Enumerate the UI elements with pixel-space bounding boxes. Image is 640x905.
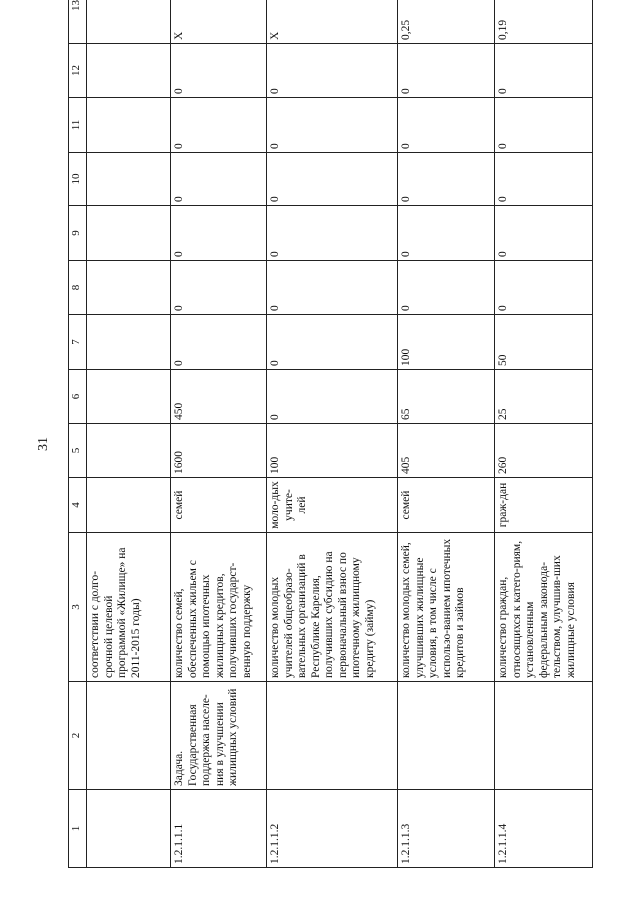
col-header-11: 11 [69,98,87,153]
col-header-13: 13 [69,0,87,44]
task-cell: Задача. Государственная поддержка населе-ния в улучшении жилищных условий [171,682,267,790]
value-cell: 405 [398,424,495,478]
value-cell: 0 [495,206,593,261]
table-row [171,0,267,868]
table-row [267,0,398,868]
value-cell [87,153,171,206]
indicators-table [68,0,593,868]
row-id: 1.2.1.1.1 [171,790,267,868]
row-id: 1.2.1.1.4 [495,790,593,868]
indicator-cell: количество молодых учителей общеобразо-вательных организаций в Республике Карелия, получивших субсидию на первоначальный взнос по ипотечному жилищному кредиту (займу) [267,533,398,682]
value-cell: 0 [495,44,593,98]
value-cell: 0 [267,153,398,206]
unit-cell: моло-дых учите-лей [267,478,398,533]
col-header-5: 5 [69,424,87,478]
col-header-3: 3 [69,533,87,682]
value-cell: 0 [171,206,267,261]
table-row [495,0,593,868]
value-cell: 0 [267,206,398,261]
value-cell: 0 [171,98,267,153]
value-cell: 0 [171,44,267,98]
value-cell: 25 [495,370,593,424]
indicator-cell: количество молодых семей, улучшивших жилищные условия, в том числе с использо-ванием ипотечных кредитов и займов [398,533,495,682]
value-cell: 1600 [171,424,267,478]
value-cell: 0 [398,261,495,315]
value-cell: X [267,0,398,44]
value-cell: 0 [398,206,495,261]
value-cell: 0 [495,98,593,153]
value-cell [87,261,171,315]
indicator-cell: соответствии с долго-срочной целевой программой «Жилище» на 2011-2015 годы) [87,533,171,682]
task-cell [398,682,495,790]
value-cell: 0 [398,153,495,206]
indicator-cell: количество граждан, относящихся к катего-риям, установленным федеральным законода-тельством, улучшив-ших жилищные условия [495,533,593,682]
value-cell: 0,19 [495,0,593,44]
unit-cell: семей [171,478,267,533]
value-cell: 0 [267,44,398,98]
col-header-10: 10 [69,153,87,206]
unit-cell: граж-дан [495,478,593,533]
task-cell [495,682,593,790]
value-cell: 0 [267,261,398,315]
value-cell: X [171,0,267,44]
unit-cell [87,478,171,533]
col-header-6: 6 [69,370,87,424]
value-cell [87,0,171,44]
col-header-7: 7 [69,315,87,370]
col-header-8: 8 [69,261,87,315]
value-cell: 0 [267,315,398,370]
value-cell [87,370,171,424]
value-cell [87,315,171,370]
value-cell: 0 [495,261,593,315]
value-cell [87,98,171,153]
value-cell: 0 [267,98,398,153]
value-cell: 0,25 [398,0,495,44]
value-cell: 50 [495,315,593,370]
row-id: 1.2.1.1.2 [267,790,398,868]
value-cell [87,206,171,261]
value-cell: 0 [171,315,267,370]
value-cell: 0 [171,153,267,206]
rotated-table-container [68,0,609,868]
value-cell: 0 [171,261,267,315]
col-header-4: 4 [69,478,87,533]
value-cell: 100 [398,315,495,370]
value-cell: 0 [267,370,398,424]
col-header-1: 1 [69,790,87,868]
column-number-row [69,0,87,868]
task-cell [267,682,398,790]
row-id [87,790,171,868]
task-cell [87,682,171,790]
indicator-cell: количество семей, обеспеченных жильем с помощью ипотечных жилищных кредитов, получивших государст-венную поддержку [171,533,267,682]
col-header-9: 9 [69,206,87,261]
col-header-12: 12 [69,44,87,98]
value-cell [87,44,171,98]
table-row-continuation [87,0,171,868]
unit-cell: семей [398,478,495,533]
table-row [398,0,495,868]
value-cell: 0 [495,153,593,206]
value-cell: 0 [398,98,495,153]
value-cell: 260 [495,424,593,478]
value-cell: 65 [398,370,495,424]
row-id: 1.2.1.1.3 [398,790,495,868]
value-cell: 100 [267,424,398,478]
value-cell: 0 [398,44,495,98]
col-header-2: 2 [69,682,87,790]
value-cell [87,424,171,478]
page-number: 31 [36,437,51,451]
value-cell: 450 [171,370,267,424]
